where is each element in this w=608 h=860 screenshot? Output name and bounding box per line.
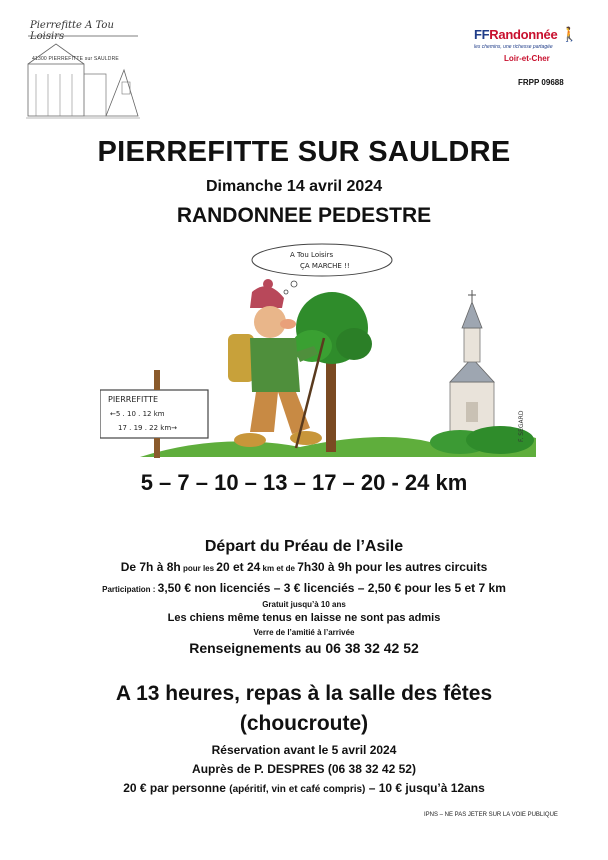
info-phone: Renseignements au 06 38 32 42 52 xyxy=(189,640,419,656)
times-part-1: De 7h à 8h xyxy=(120,560,181,574)
club-logo-drawing xyxy=(26,34,142,120)
price-part-1: 20 € par personne xyxy=(123,781,230,795)
page-title: PIERREFITTE SUR SAULDRE xyxy=(97,136,511,168)
federation-brand-ff: FF xyxy=(474,27,490,42)
federation-brand xyxy=(474,26,594,43)
hiker-icon: 🚶 xyxy=(560,26,578,42)
dogs-notice: Les chiens même tenus en laisse ne sont pas admis xyxy=(167,612,441,624)
club-logo-caption: 41300 PIERREFITTE sur SAULDRE xyxy=(32,56,119,62)
free-entry: Gratuit jusqu’à 10 ans xyxy=(262,600,346,609)
departure-heading: Départ du Préau de l’Asile xyxy=(204,538,404,555)
bubble-line-1: A Tou Loisirs xyxy=(290,251,334,259)
federation-region: Loir-et-Cher xyxy=(504,54,550,63)
bubble-line-2: ÇA MARCHE !! xyxy=(300,262,350,270)
federation-brand-name: Randonnée xyxy=(489,27,558,42)
times-part-4: km et de xyxy=(260,564,298,573)
meal-contact: Auprès de P. DESPRES (06 38 32 42 52) xyxy=(192,762,416,776)
meal-heading: A 13 heures, repas à la salle des fêtes xyxy=(115,682,493,705)
federation-logo xyxy=(474,26,594,63)
times-part-5: 7h30 à 9h pour les autres circuits xyxy=(297,560,488,574)
meal-price xyxy=(0,781,608,795)
signpost xyxy=(100,370,208,458)
artist-signature: F. SEGARD xyxy=(518,410,525,442)
sign-line-2: 17 . 19 . 22 km→ xyxy=(118,424,178,432)
departure-times xyxy=(0,560,608,574)
event-type: RANDONNEE PEDESTRE xyxy=(176,204,432,227)
sign-line-1: ←5 . 10 . 12 km xyxy=(110,410,165,418)
price-part-3: – 10 € jusqu’à 12ans xyxy=(365,781,485,795)
club-logo xyxy=(26,20,142,120)
event-date: Dimanche 14 avril 2024 xyxy=(206,178,383,195)
federation-tagline: les chemins, une richesse partagée xyxy=(474,44,553,50)
meal-dish: (choucroute) xyxy=(239,712,369,735)
club-logo-title: Pierrefitte A Tou Loisirs xyxy=(30,20,114,42)
hiker-illustration xyxy=(100,242,540,462)
participation-label: Participation : xyxy=(102,585,158,594)
footer-notice: IPNS – NE PAS JETER SUR LA VOIE PUBLIQUE xyxy=(424,812,558,818)
participation xyxy=(0,581,608,595)
participation-value: 3,50 € non licenciés – 3 € licenciés – 2,50 € pour les 5 et 7 km xyxy=(157,581,506,595)
drink-notice: Verre de l’amitié à l’arrivée xyxy=(253,628,355,637)
price-part-2: (apéritif, vin et café compris) xyxy=(229,784,366,795)
times-part-3: 20 et 24 xyxy=(216,560,261,574)
meal-reservation: Réservation avant le 5 avril 2024 xyxy=(211,743,397,757)
sign-title: PIERREFITTE xyxy=(108,395,159,404)
distances: 5 – 7 – 10 – 13 – 17 – 20 - 24 km xyxy=(140,470,468,495)
times-part-2: pour les xyxy=(180,564,217,573)
frpp-code: FRPP 09688 xyxy=(518,78,564,87)
speech-bubble xyxy=(252,244,392,294)
